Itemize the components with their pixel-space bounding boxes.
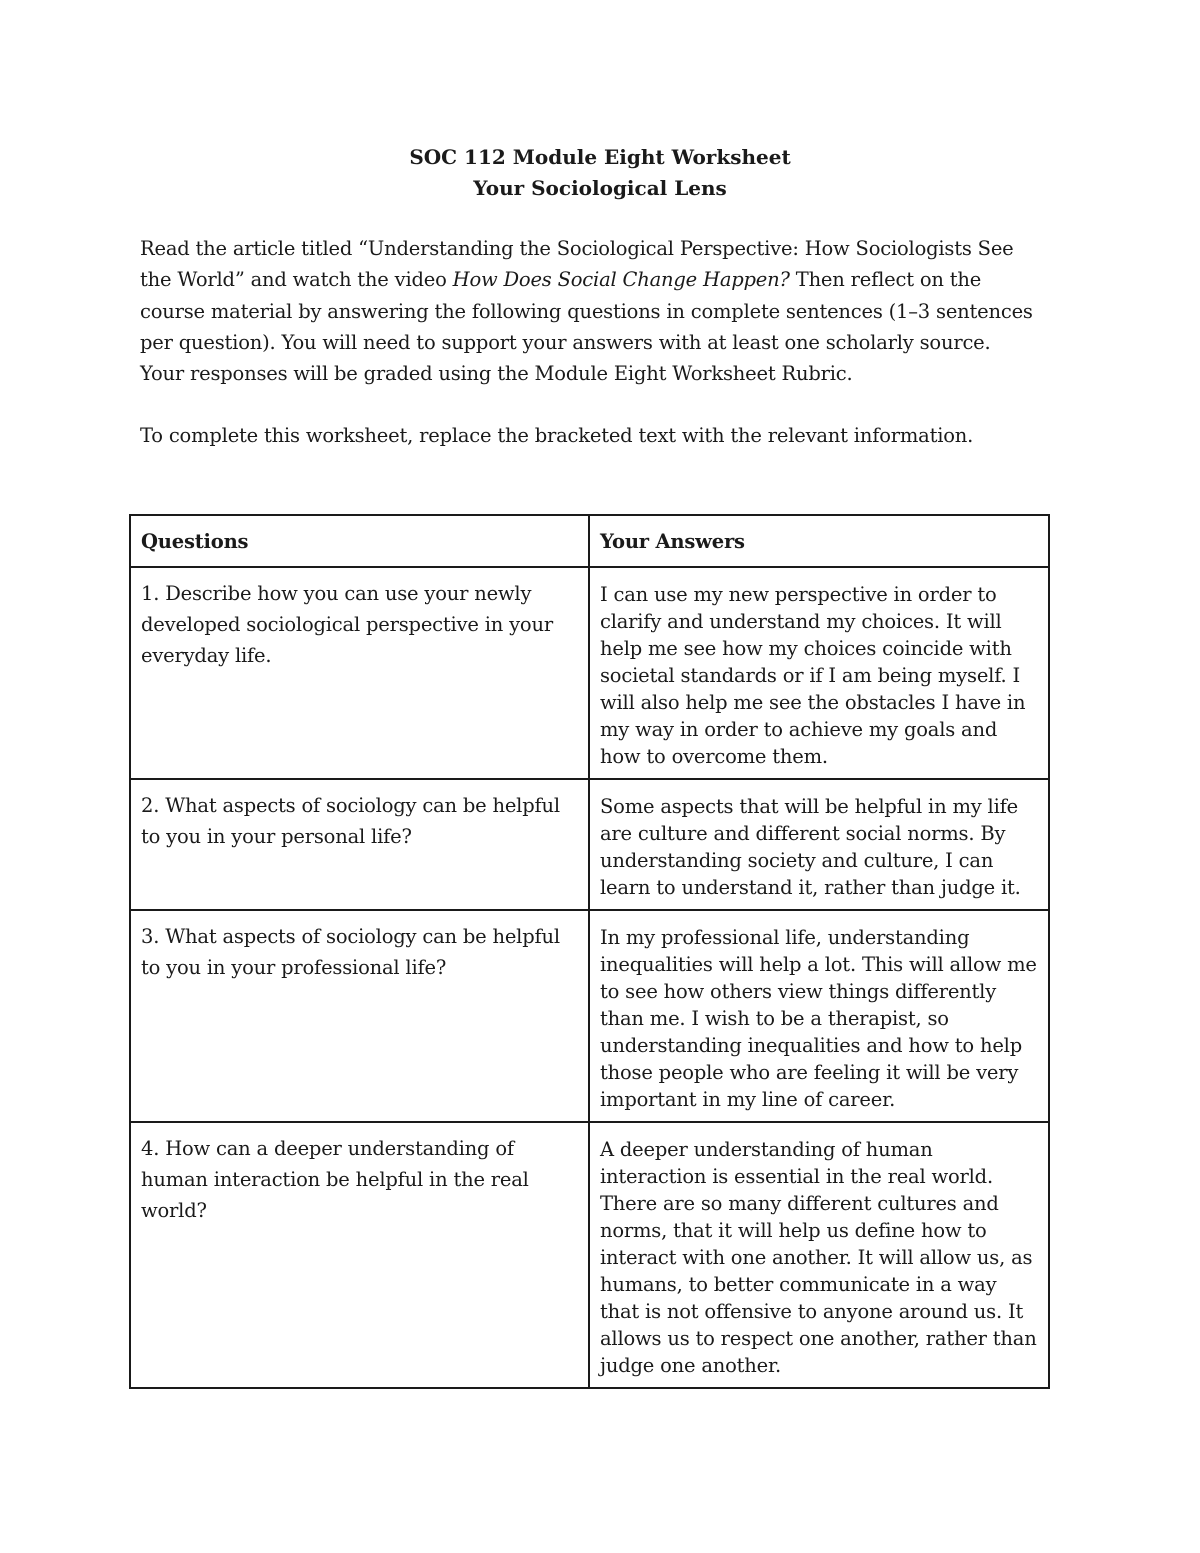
answer-cell[interactable]: A deeper understanding of human interaction is essential in the real world. There are so many different cultures and norms, that it will help us define how to interact with one another. It will allow us, as humans, to better communicate in a way that is not offensive to anyone around us. It allows us to respect one another, rather than judge one another.	[589, 1122, 1049, 1388]
instruction-paragraph: To complete this worksheet, replace the bracketed text with the relevant information.	[140, 424, 974, 448]
page-subtitle: Your Sociological Lens	[473, 176, 727, 200]
page-title: SOC 112 Module Eight Worksheet	[409, 145, 791, 169]
intro-paragraph	[140, 233, 1040, 389]
intro-text-part2: Then reflect on the course material by answering the following questions in complete sentences (1–3 sentences per question). You will need to support your answers with at least one scholarly source. Your responses will be graded using the Module Eight Worksheet Rubric.	[140, 268, 1033, 386]
table-header-row	[130, 515, 1049, 567]
intro-text-part1: Read the article titled “Understanding the Sociological Perspective: How Sociologists See the World” and watch the video	[140, 237, 1014, 292]
intro-section	[140, 233, 1040, 452]
table-row	[130, 567, 1049, 779]
table-row	[130, 1122, 1049, 1388]
question-cell: 4. How can a deeper understanding of human interaction be helpful in the real world?	[130, 1122, 589, 1388]
answer-cell[interactable]: Some aspects that will be helpful in my life are culture and different social norms. By understanding society and culture, I can learn to understand it, rather than judge it.	[589, 779, 1049, 910]
table-row	[130, 910, 1049, 1122]
question-cell: 1. Describe how you can use your newly developed sociological perspective in your everyday life.	[130, 567, 589, 779]
question-cell: 3. What aspects of sociology can be helpful to you in your professional life?	[130, 910, 589, 1122]
column-header-answers: Your Answers	[589, 515, 1049, 567]
worksheet-table	[129, 514, 1050, 1389]
answer-cell[interactable]: In my professional life, understanding inequalities will help a lot. This will allow me to see how others view things differently than me. I wish to be a therapist, so understanding inequalities and how to help those people who are feeling it will be very important in my line of career.	[589, 910, 1049, 1122]
video-title: How Does Social Change Happen?	[452, 268, 790, 292]
question-cell: 2. What aspects of sociology can be helpful to you in your personal life?	[130, 779, 589, 910]
table-row	[130, 779, 1049, 910]
title-block	[0, 142, 1200, 204]
answer-cell[interactable]: I can use my new perspective in order to clarify and understand my choices. It will help me see how my choices coincide with societal standards or if I am being myself. I will also help me see the obstacles I have in my way in order to achieve my goals and how to overcome them.	[589, 567, 1049, 779]
column-header-questions: Questions	[130, 515, 589, 567]
